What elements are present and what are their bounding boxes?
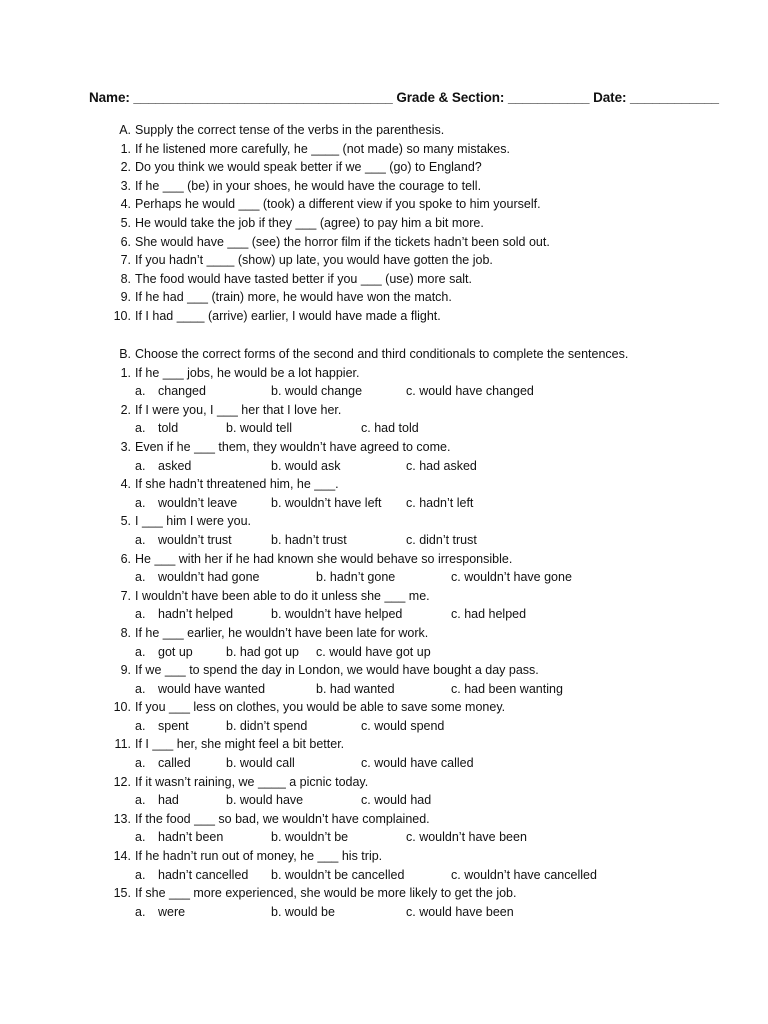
option-a-letter[interactable]: a. [135, 421, 146, 436]
date-blank: ____________ [630, 90, 719, 105]
question-text: If I had ____ (arrive) earlier, I would have made a flight. [135, 308, 441, 323]
option-b[interactable]: b. wouldn’t be [271, 830, 349, 845]
answer-options [113, 754, 673, 773]
option-a-letter[interactable]: a. [135, 532, 146, 547]
option-a-letter[interactable]: a. [135, 756, 146, 771]
option-b[interactable]: b. would ask [271, 458, 341, 473]
question-item [113, 307, 673, 326]
option-c[interactable]: c. would have called [361, 756, 474, 771]
question-text: He ___ with her if he had known she would behave so irresponsible. [135, 551, 513, 566]
option-a-letter[interactable]: a. [135, 904, 146, 919]
question-number: 3. [120, 439, 131, 454]
question-item [113, 233, 673, 252]
question-number: 4. [120, 197, 131, 212]
answer-options [113, 419, 673, 438]
option-c[interactable]: c. had asked [406, 458, 477, 473]
option-c[interactable]: c. had told [361, 421, 419, 436]
option-a[interactable]: would have wanted [158, 681, 266, 696]
question-number: 10. [113, 700, 131, 715]
question-item [113, 810, 673, 829]
answer-options [113, 457, 673, 476]
option-c[interactable]: c. would have been [406, 904, 514, 919]
option-b[interactable]: b. would call [226, 756, 295, 771]
option-a[interactable]: were [158, 904, 186, 919]
option-b[interactable]: b. didn’t spend [226, 718, 308, 733]
question-text: If you hadn’t ____ (show) up late, you would have gotten the job. [135, 253, 493, 268]
option-b[interactable]: b. hadn’t gone [316, 570, 396, 585]
question-item [113, 550, 673, 569]
instruction-text: Choose the correct forms of the second and third conditionals to complete the sentences. [135, 347, 629, 361]
section-b-instruction [113, 345, 673, 364]
question-number: 6. [120, 234, 131, 249]
question-text: If he ___ jobs, he would be a lot happier. [135, 365, 360, 380]
option-a[interactable]: wouldn’t had gone [158, 570, 260, 585]
question-number: 3. [120, 178, 131, 193]
option-a-letter[interactable]: a. [135, 644, 146, 659]
question-number: 9. [120, 290, 131, 305]
worksheet-header [89, 90, 719, 105]
option-a-letter[interactable]: a. [135, 867, 146, 882]
answer-options [113, 791, 673, 810]
question-item [113, 251, 673, 270]
question-number: 2. [120, 160, 131, 175]
question-text: Even if he ___ them, they wouldn’t have agreed to come. [135, 439, 451, 454]
option-b[interactable]: b. would change [271, 384, 363, 399]
question-item [113, 401, 673, 420]
option-a-letter[interactable]: a. [135, 830, 146, 845]
question-text: If I were you, I ___ her that I love her. [135, 402, 342, 417]
question-item [113, 177, 673, 196]
question-item [113, 884, 673, 903]
option-b[interactable]: b. had wanted [316, 681, 395, 696]
question-text: Do you think we would speak better if we ___ (go) to England? [135, 160, 482, 175]
question-text: Perhaps he would ___ (took) a different view if you spoke to him yourself. [135, 197, 541, 212]
question-text: If I ___ her, she might feel a bit better. [135, 737, 345, 752]
option-a[interactable]: asked [158, 458, 192, 473]
option-a[interactable]: got up [158, 644, 193, 659]
answer-options [113, 903, 673, 922]
option-c[interactable]: c. would have changed [406, 384, 534, 399]
question-number: 8. [120, 625, 131, 640]
option-c[interactable]: c. had helped [451, 607, 527, 622]
answer-options [113, 568, 673, 587]
answer-options [113, 531, 673, 550]
option-c[interactable]: c. had been wanting [451, 681, 563, 696]
option-c[interactable]: c. would spend [361, 718, 445, 733]
question-number: 14. [113, 849, 131, 864]
option-a-letter[interactable]: a. [135, 495, 146, 510]
question-item [113, 288, 673, 307]
option-b[interactable]: b. had got up [226, 644, 299, 659]
question-number: 6. [120, 551, 131, 566]
question-number: 7. [120, 588, 131, 603]
answer-options [113, 494, 673, 513]
question-item [113, 140, 673, 159]
answer-options [113, 643, 673, 662]
question-number: 4. [120, 477, 131, 492]
question-text: If she ___ more experienced, she would be more likely to get the job. [135, 886, 517, 901]
option-b[interactable]: b. wouldn’t be cancelled [271, 867, 405, 882]
option-b[interactable]: b. wouldn’t have helped [271, 607, 403, 622]
question-number: 7. [120, 253, 131, 268]
section-a-items [113, 140, 673, 326]
option-a-letter[interactable]: a. [135, 793, 146, 808]
question-number: 13. [113, 811, 131, 826]
answer-options [113, 828, 673, 847]
question-item [113, 773, 673, 792]
option-a[interactable]: hadn’t cancelled [158, 867, 249, 882]
question-number: 15. [113, 886, 131, 901]
option-c[interactable]: c. wouldn’t have been [406, 830, 527, 845]
option-c[interactable]: c. hadn’t left [406, 495, 474, 510]
section-b-items [113, 364, 673, 922]
question-number: 8. [120, 271, 131, 286]
option-a-letter[interactable]: a. [135, 570, 146, 585]
question-text: If it wasn’t raining, we ____ a picnic today. [135, 774, 369, 789]
instruction-text: Supply the correct tense of the verbs in the parenthesis. [135, 123, 445, 137]
option-a-letter[interactable]: a. [135, 607, 146, 622]
grade-section-label: Grade & Section: [396, 90, 505, 105]
name-blank: ___________________________________ [133, 90, 393, 105]
option-c[interactable]: c. would have got up [316, 644, 431, 659]
question-number: 9. [120, 663, 131, 678]
question-text: If he had ___ (train) more, he would have won the match. [135, 290, 452, 305]
answer-options [113, 866, 673, 885]
question-item [113, 364, 673, 383]
question-text: If we ___ to spend the day in London, we would have bought a day pass. [135, 663, 539, 678]
question-text: If he ___ earlier, he wouldn’t have been late for work. [135, 625, 429, 640]
option-c[interactable]: c. would had [361, 793, 432, 808]
date-label: Date: [593, 90, 627, 105]
option-b[interactable]: b. wouldn’t have left [271, 495, 382, 510]
option-a-letter[interactable]: a. [135, 384, 146, 399]
answer-options [113, 680, 673, 699]
question-number: 2. [120, 402, 131, 417]
section-a [113, 121, 673, 326]
option-c[interactable]: c. wouldn’t have gone [451, 570, 572, 585]
option-a[interactable]: changed [158, 384, 206, 399]
section-letter: A. [119, 123, 131, 137]
answer-options [113, 382, 673, 401]
option-c[interactable]: c. wouldn’t have cancelled [451, 867, 597, 882]
section-letter: B. [119, 347, 131, 361]
option-b[interactable]: b. would tell [226, 421, 293, 436]
question-number: 1. [120, 141, 131, 156]
section-a-instruction [113, 121, 673, 140]
answer-options [113, 717, 673, 736]
question-item [113, 587, 673, 606]
option-a[interactable]: told [158, 421, 179, 436]
question-item [113, 475, 673, 494]
option-a[interactable]: hadn’t been [158, 830, 224, 845]
question-text: The food would have tasted better if you ___ (use) more salt. [135, 271, 472, 286]
question-item [113, 270, 673, 289]
question-item [113, 661, 673, 680]
option-b[interactable]: b. hadn’t trust [271, 532, 347, 547]
question-text: If she hadn’t threatened him, he ___. [135, 477, 339, 492]
option-c[interactable]: c. didn’t trust [406, 532, 477, 547]
option-a-letter[interactable]: a. [135, 681, 146, 696]
question-text: I wouldn’t have been able to do it unless she ___ me. [135, 588, 430, 603]
name-label: Name: [89, 90, 130, 105]
answer-options [113, 605, 673, 624]
option-a[interactable]: wouldn’t leave [158, 495, 238, 510]
option-b[interactable]: b. would have [226, 793, 304, 808]
question-text: If he ___ (be) in your shoes, he would have the courage to tell. [135, 178, 482, 193]
question-text: If you ___ less on clothes, you would be able to save some money. [135, 700, 506, 715]
question-number: 1. [120, 365, 131, 380]
question-text: He would take the job if they ___ (agree) to pay him a bit more. [135, 215, 484, 230]
option-a[interactable]: wouldn’t trust [158, 532, 232, 547]
question-item [113, 214, 673, 233]
question-number: 11. [114, 737, 131, 752]
question-number: 12. [113, 774, 131, 789]
question-item [113, 438, 673, 457]
question-text: If he listened more carefully, he ____ (not made) so many mistakes. [135, 141, 510, 156]
question-text: If he hadn’t run out of money, he ___ his trip. [135, 849, 383, 864]
question-number: 5. [120, 215, 131, 230]
question-item [113, 735, 673, 754]
option-a-letter[interactable]: a. [135, 458, 146, 473]
question-item [113, 195, 673, 214]
question-item [113, 158, 673, 177]
option-a[interactable]: called [158, 756, 191, 771]
question-number: 10. [113, 308, 131, 323]
option-a[interactable]: spent [158, 718, 189, 733]
question-item [113, 512, 673, 531]
option-a-letter[interactable]: a. [135, 718, 146, 733]
option-a[interactable]: had [158, 793, 179, 808]
option-a[interactable]: hadn’t helped [158, 607, 234, 622]
section-b [113, 345, 673, 921]
question-text: If the food ___ so bad, we wouldn’t have complained. [135, 811, 430, 826]
question-number: 5. [120, 514, 131, 529]
question-item [113, 624, 673, 643]
question-item [113, 698, 673, 717]
question-text: She would have ___ (see) the horror film if the tickets hadn’t been sold out. [135, 234, 550, 249]
grade-section-blank: ___________ [507, 90, 590, 105]
question-item [113, 847, 673, 866]
option-b[interactable]: b. would be [271, 904, 335, 919]
question-text: I ___ him I were you. [135, 514, 252, 529]
